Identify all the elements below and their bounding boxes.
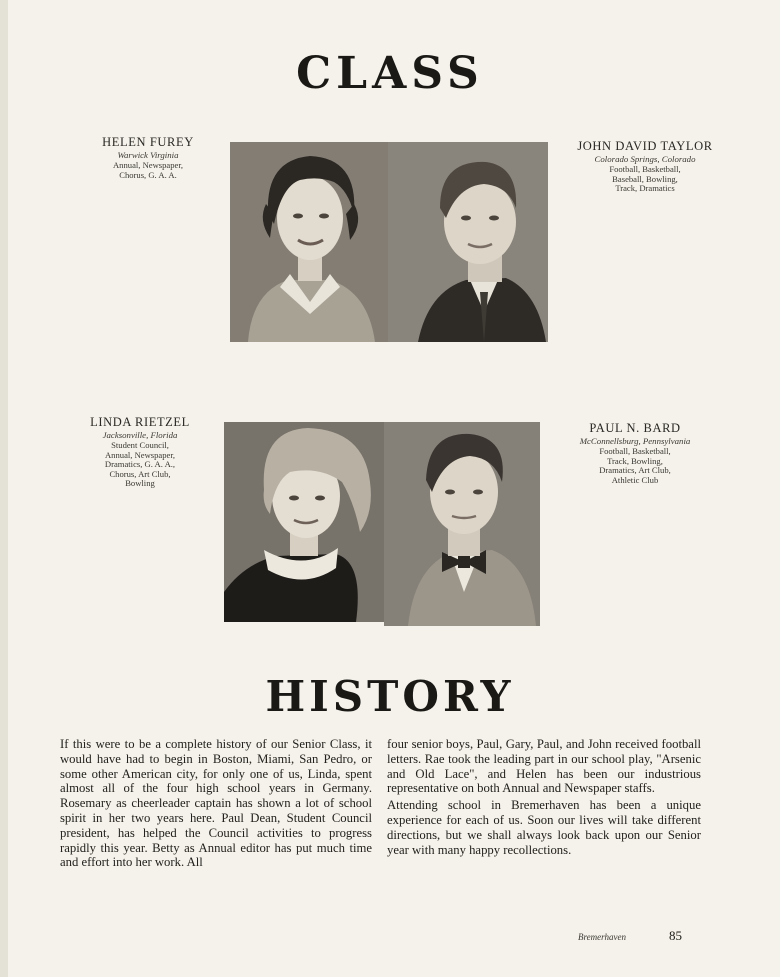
- page-edge: [0, 0, 8, 977]
- photo-linda-rietzel: [224, 422, 384, 622]
- photo-john-david-taylor: [388, 142, 548, 342]
- photo-paul-n-bard: [384, 422, 540, 626]
- page-number: 85: [669, 928, 682, 943]
- senior-name: HELEN FUREY: [102, 135, 194, 149]
- senior-activities: Football, Basketball, Track, Bowling, Dramatics, Art Club, Athletic Club: [599, 446, 671, 485]
- senior-hometown: Colorado Springs, Colorado: [594, 154, 696, 165]
- senior-hometown: McConnellsburg, Pennsylvania: [579, 436, 691, 447]
- senior-name: JOHN DAVID TAYLOR: [577, 139, 713, 153]
- caption-paul-n-bard: [562, 422, 708, 485]
- senior-name: PAUL N. BARD: [589, 421, 681, 435]
- senior-activities: Student Council, Annual, Newspaper, Dramatics, G. A. A., Chorus, Art Club, Bowling: [104, 440, 176, 489]
- caption-helen-furey: [92, 136, 204, 180]
- caption-linda-rietzel: [80, 416, 200, 489]
- senior-activities: Football, Basketball, Baseball, Bowling, Track, Dramatics: [609, 164, 681, 194]
- senior-name: LINDA RIETZEL: [90, 415, 190, 429]
- senior-activities: Annual, Newspaper, Chorus, G. A. A.: [112, 160, 184, 180]
- history-paragraph: If this were to be a complete history of our Senior Class, it would have had to begin in Boston, Miami, San Pedro, or some other American city, for only one of us, Linda, spent almost all of the four high school years in Germany. Rosemary as cheerleader captain has shown a lot of school spirit in her two years here. Paul Dean, Student Council president, has helped the Council activities to progress rapidly this year. Betty as Annual editor has put much time and effort into her work. All: [60, 737, 372, 870]
- senior-hometown: Jacksonville, Florida: [102, 430, 178, 441]
- footer-publication: Bremerhaven: [578, 932, 626, 942]
- history-column-right: [387, 737, 701, 857]
- caption-john-david-taylor: [564, 140, 726, 194]
- photo-helen-furey: [230, 142, 388, 342]
- history-heading: HISTORY: [265, 672, 515, 721]
- class-heading: CLASS: [296, 48, 484, 99]
- history-paragraph: four senior boys, Paul, Gary, Paul, and John received football letters. Rae took the leading part in our school play, "Arsenic and Old Lace", and Helen has been our industrious representative on both Annual and Newspaper staffs.: [387, 737, 701, 796]
- history-paragraph: Attending school in Bremerhaven has been a unique experience for each of us. Soon our lives will take different directions, but we shall always look back upon our Senior year with many happy recollections.: [387, 798, 701, 857]
- senior-hometown: Warwick Virginia: [117, 150, 179, 161]
- history-column-left: [60, 737, 372, 870]
